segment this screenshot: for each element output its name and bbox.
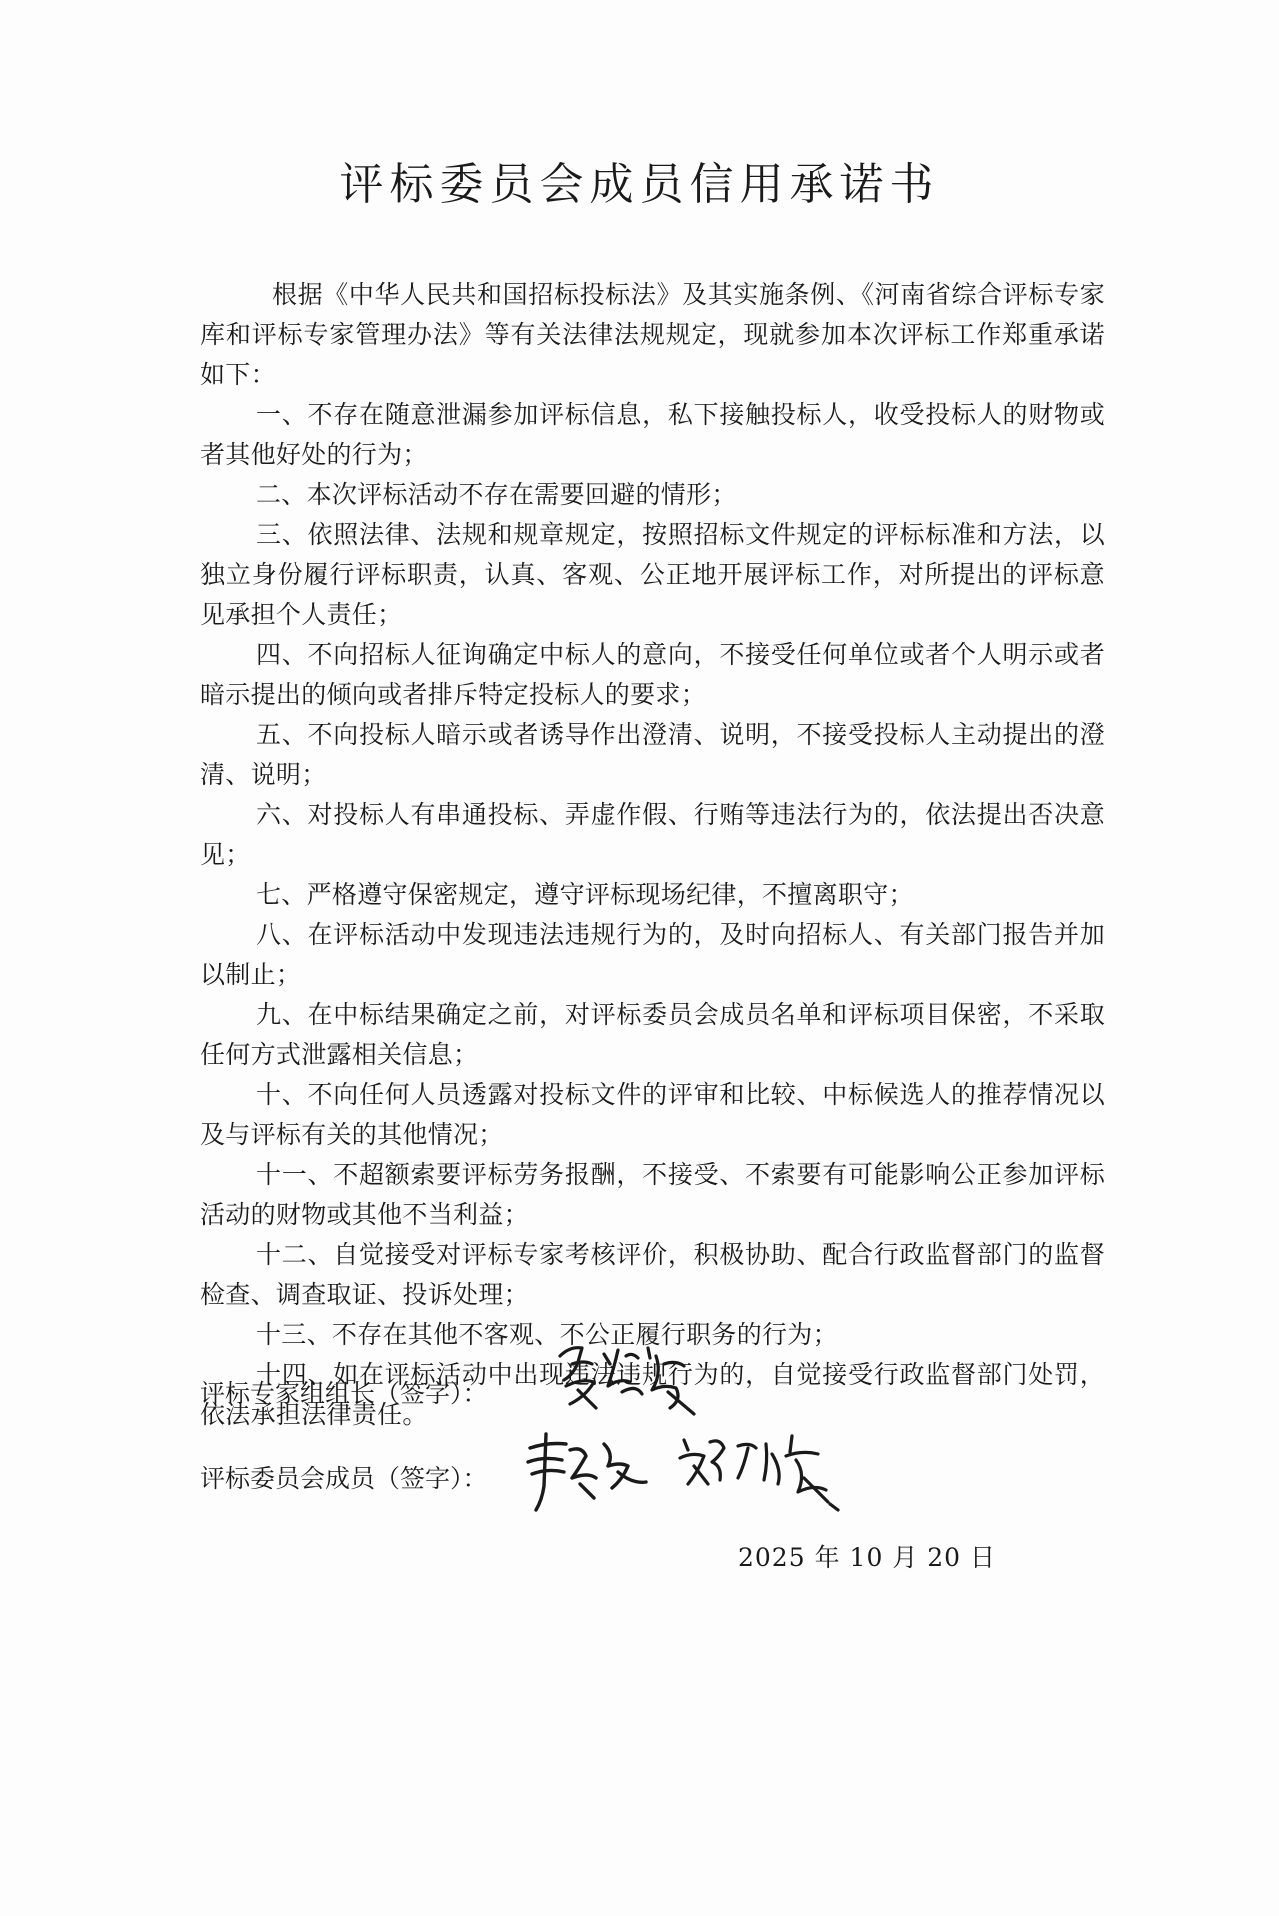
- date-month: 10: [849, 1543, 884, 1572]
- document-body: [200, 275, 1105, 1435]
- date-day-unit: 日: [970, 1543, 997, 1572]
- intro-paragraph: 根据《中华人民共和国招标投标法》及其实施条例、《河南省综合评标专家库和评标专家管理办法》等有关法律法规规定，现就参加本次评标工作郑重承诺如下：: [200, 280, 1105, 389]
- document-title: 评标委员会成员信用承诺书: [339, 159, 940, 210]
- date-day: 20: [927, 1543, 962, 1572]
- clause-4: 四、不向招标人征询确定中标人的意向，不接受任何单位或者个人明示或者暗示提出的倾向或者排斥特定投标人的要求；: [200, 640, 1105, 709]
- members-signature-row: [200, 1447, 488, 1507]
- clause-2: 二、本次评标活动不存在需要回避的情形；: [256, 480, 737, 509]
- clause-10: 十、不向任何人员透露对投标文件的评审和比较、中标候选人的推荐情况以及与评标有关的其他情况；: [200, 1080, 1105, 1149]
- leader-handwritten-signature: [552, 1334, 702, 1418]
- clause-7: 七、严格遵守保密规定，遵守评标现场纪律，不擅离职守；: [256, 880, 914, 909]
- date-year: 2025: [738, 1543, 806, 1572]
- clause-14: 十四、如在评标活动中出现违法违规行为的，自觉接受行政监督部门处罚，依法承担法律责任。: [200, 1360, 1105, 1429]
- clause-6: 六、对投标人有串通投标、弄虚作假、行贿等违法行为的，依法提出否决意见；: [200, 800, 1105, 869]
- clause-12: 十二、自觉接受对评标专家考核评价，积极协助、配合行政监督部门的监督检查、调查取证、投诉处理；: [200, 1240, 1105, 1309]
- date-month-unit: 月: [892, 1543, 919, 1572]
- clause-3: 三、依照法律、法规和规章规定，按照招标文件规定的评标标准和方法，以独立身份履行评标职责，认真、客观、公正地开展评标工作，对所提出的评标意见承担个人责任；: [200, 520, 1105, 629]
- clause-9: 九、在中标结果确定之前，对评标委员会成员名单和评标项目保密，不采取任何方式泄露相关信息；: [200, 1000, 1105, 1069]
- member-handwritten-signature-1: [522, 1426, 652, 1516]
- leader-signature-row: [200, 1362, 488, 1422]
- signature-area: [200, 1362, 1105, 1522]
- document-date: [738, 1538, 996, 1574]
- clause-1: 一、不存在随意泄漏参加评标信息，私下接触投标人，收受投标人的财物或者其他好处的行为；: [200, 400, 1105, 469]
- clause-8: 八、在评标活动中发现违法违规行为的，及时向招标人、有关部门报告并加以制止；: [200, 920, 1105, 989]
- clause-11: 十一、不超额索要评标劳务报酬，不接受、不索要有可能影响公正参加评标活动的财物或其他不当利益；: [200, 1160, 1105, 1229]
- leader-signature-label: 评标专家组组长（签字）：: [200, 1379, 488, 1408]
- members-signature-label: 评标委员会成员（签字）：: [200, 1464, 488, 1493]
- date-year-unit: 年: [814, 1543, 841, 1572]
- clause-13: 十三、不存在其他不客观、不公正履行职务的行为；: [256, 1320, 838, 1349]
- member-handwritten-signature-2: [674, 1422, 844, 1518]
- clause-5: 五、不向投标人暗示或者诱导作出澄清、说明，不接受投标人主动提出的澄清、说明；: [200, 720, 1105, 789]
